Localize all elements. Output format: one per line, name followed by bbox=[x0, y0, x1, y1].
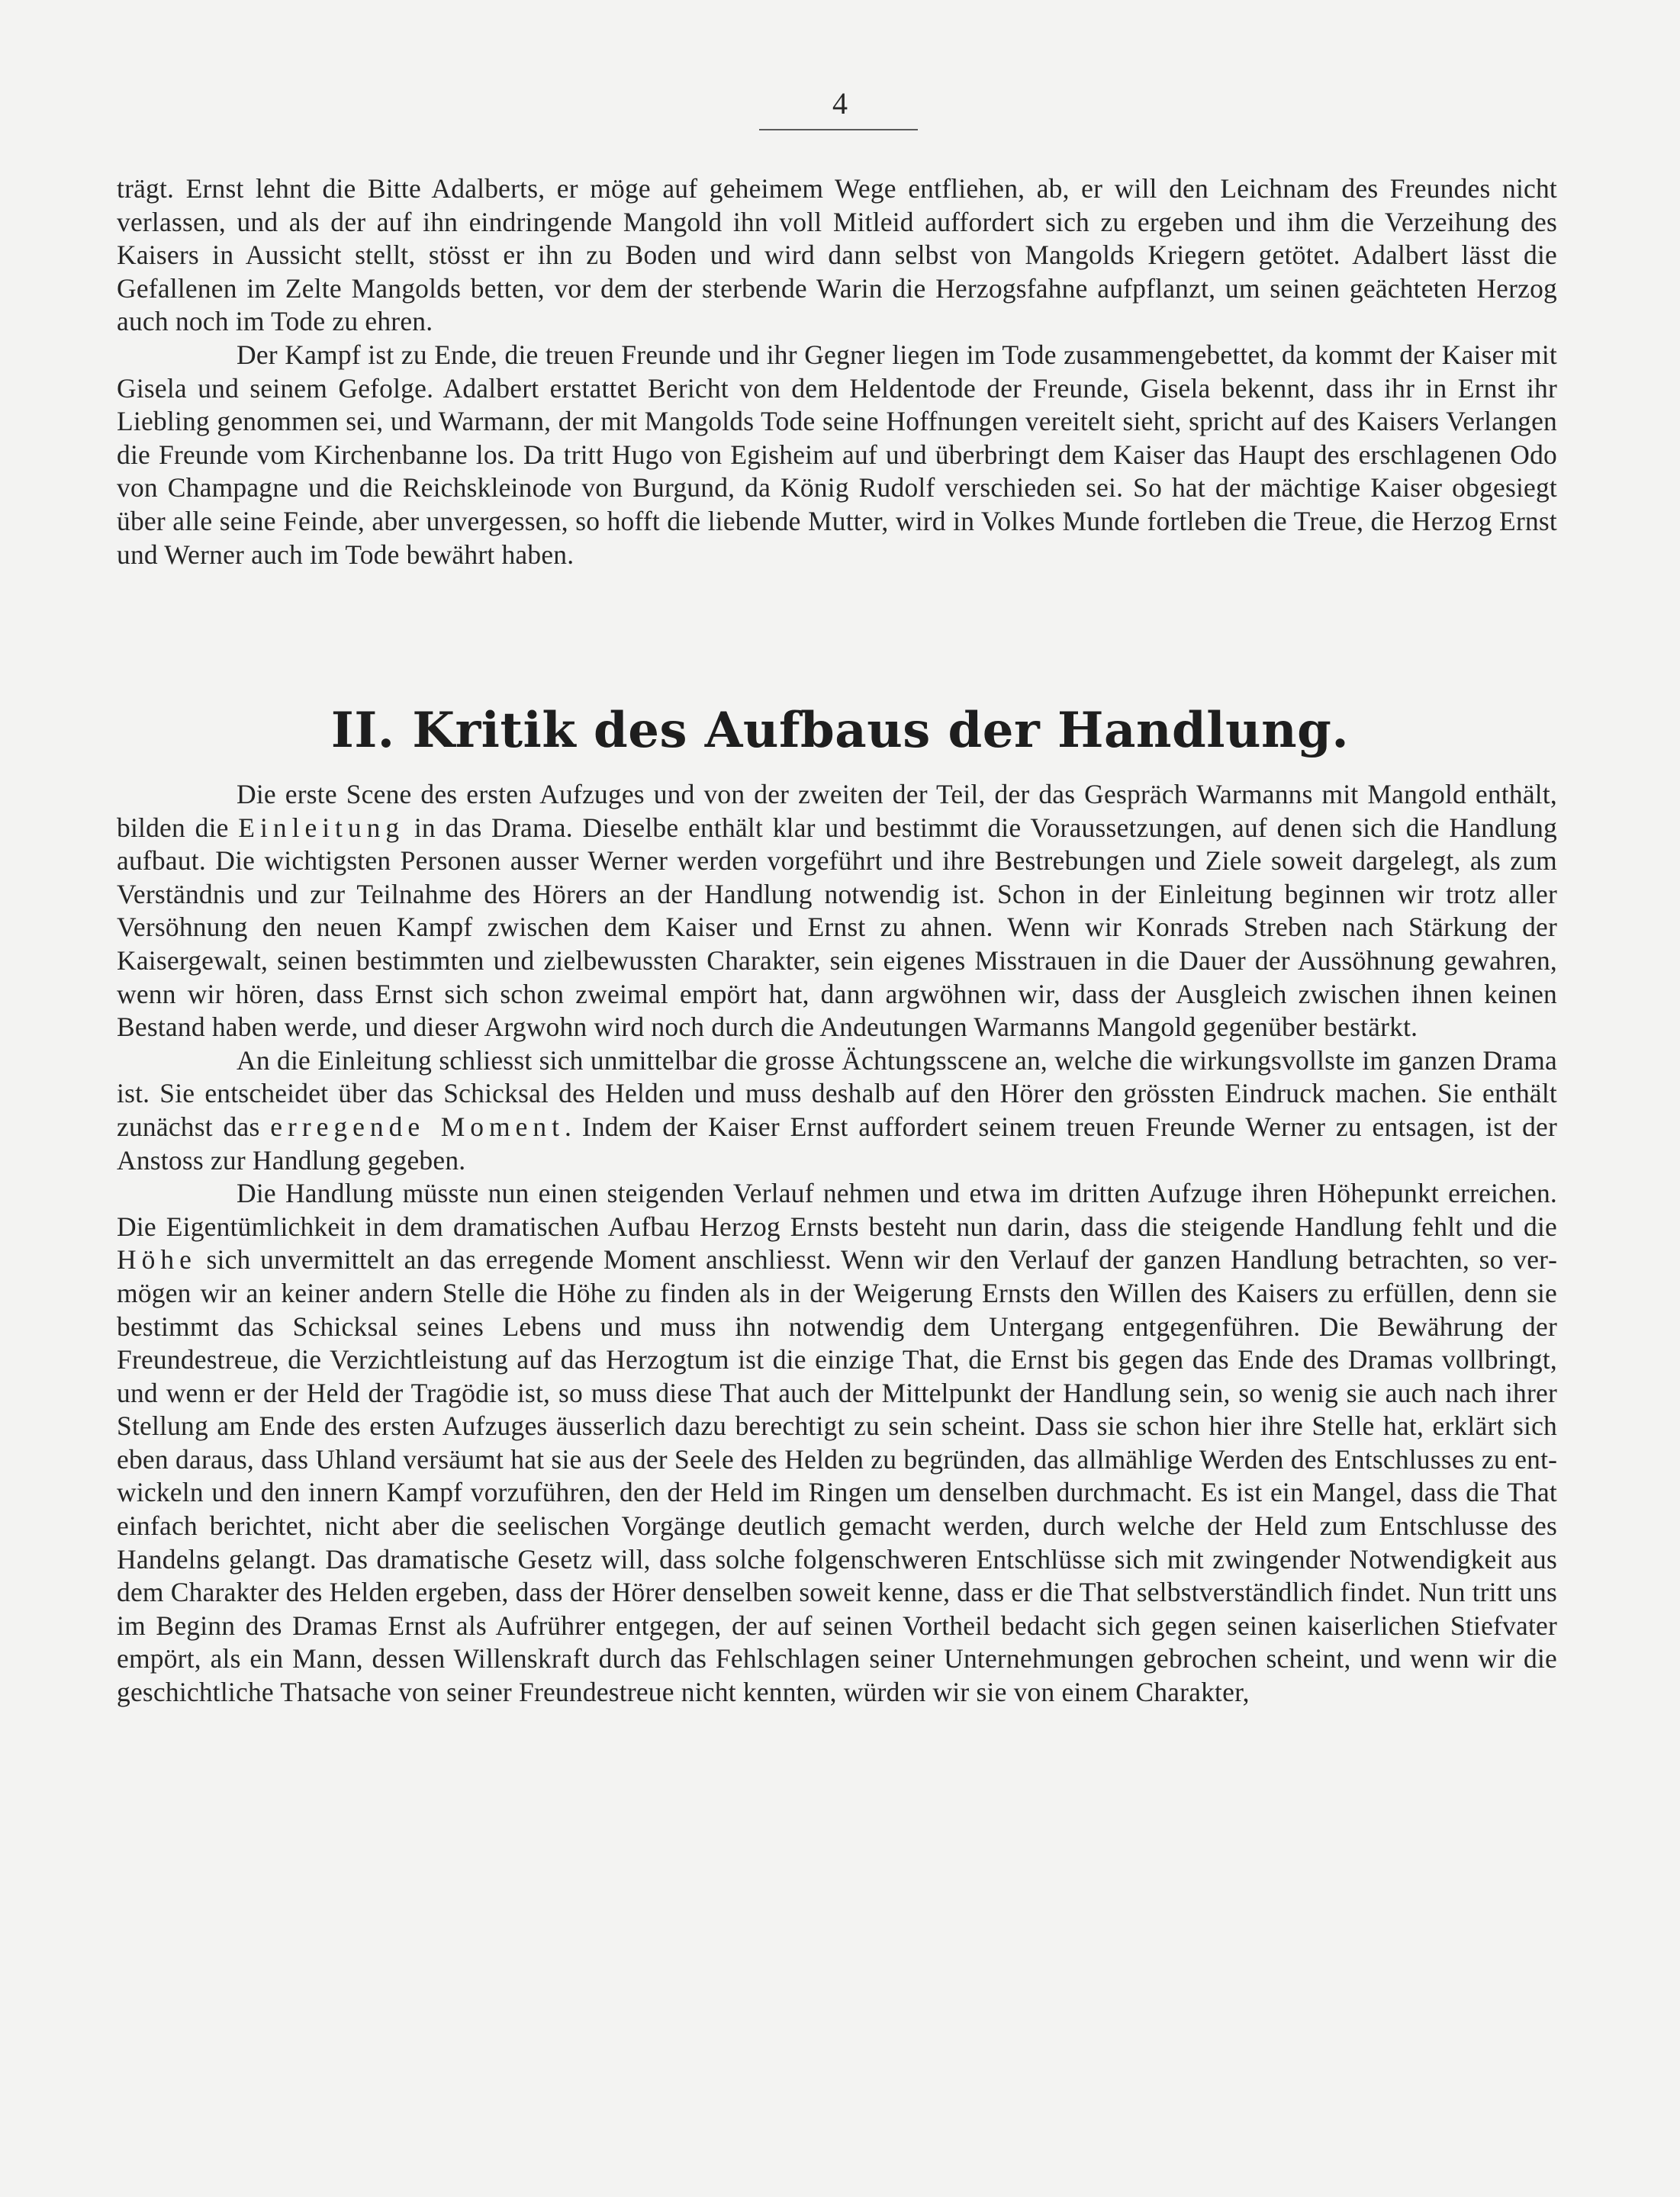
text-run: An die Einleitung schliesst sich unmittelbar die grosse Ächtungsscene an, welche die wirkungsvollste im ganzen Drama ist. Sie entscheidet über das Schicksal des Helden und muss deshalb auf den Hörer den grössten Eindruck machen. Sie enthält zunächst das bbox=[117, 1044, 1557, 1142]
section-heading: II. Kritik des Aufbaus der Handlung. bbox=[330, 702, 1350, 759]
text-run: . Indem der Kaiser Ernst auffordert seinem treuen Freunde Werner zu entsagen, ist der Anstoss zur Handlung gegeben. bbox=[117, 1111, 1558, 1176]
paragraph: Der Kampf ist zu Ende, die treuen Freunde und ihr Gegner liegen im Tode zusammengebettet, da kommt der Kaiser mit Gisela und seinem Gefolge. Adalbert erstattet Bericht von dem Heldentode der Freunde, Gisela bekennt, dass ihr in Ernst ihr Liebling genommen sei, und Warmann, der mit Mangolds Tode seine Hoffnungen vereitelt sieht, spricht auf des Kaisers Verlangen die Freunde vom Kirchenbanne los. Da tritt Hugo von Egisheim auf und überbringt dem Kaiser das Haupt des erschlagenen Odo von Champagne und die Reichskleinode von Burgund, da König Rudolf verschieden sei. So hat der mächtige Kaiser obgesiegt über alle seine Feinde, aber unvergessen, so hofft die liebende Mutter, wird in Volkes Munde fortleben die Treue, die Herzog Ernst und Werner auch im Tode bewährt haben. bbox=[117, 339, 1557, 570]
section-2-body bbox=[117, 778, 1557, 1710]
text-run: Die erste Scene des ersten Aufzuges und von der zweiten der Teil, der das Gespräch Warmanns mit Mangold enthält, bilden die bbox=[117, 779, 1557, 843]
paragraph: trägt. Ernst lehnt die Bitte Adalberts, er möge auf geheimem Wege entfliehen, ab, er will den Leichnam des Freundes nicht verlassen, und als der auf ihn eindringende Mangold ihn voll Mitleid auffordert sich zu ergeben und ihm die Verzeihung des Kaisers in Aussicht stellt, stösst er ihn zu Boden und wird dann selbst von Mangolds Kriegern getötet. Adalbert lässt die Gefallenen im Zelte Mangolds betten, vor dem der sterbende Warin die Herzogsfahne aufpflanzt, um seinen geächteten Herzog auch noch im Tode zu ehren. bbox=[117, 173, 1557, 337]
text-run: sich unvermittelt an das erregende Moment anschliesst. Wenn wir den Verlauf der ganzen Handlung betrachten, so vermögen wir an keiner andern Stelle die Höhe zu finden als in der Weigerung Ernsts den Willen des Kaisers zu erfüllen, denn sie bestimmt das Schicksal seines Lebens und muss ihn notwendig dem Untergang entgegenführen. Die Bewährung der Freundestreue, die Verzichtleistung auf das Herzogtum ist die einzige That, die Ernst bis gegen das Ende des Dramas vollbringt, und wenn er der Held der Tragödie ist, so muss diese That auch der Mittelpunkt der Handlung sein, so wenig sie auch nach ihrer Stellung am Ende des ersten Aufzuges äusserlich dazu berechtigt zu sein scheint. Dass sie schon hier ihre Stelle hat, erklärt sich eben daraus, dass Uhland versäumt hat sie aus der Seele des Helden zu begründen, das allmählige Werden des Entschlusses zu entwickeln und den innern Kampf vorzuführen, den der Held im Ringen um denselben durchmacht. Es ist ein Mangel, dass die That einfach berichtet, nicht aber die seelischen Vorgänge deutlich gemacht werden, durch welche der Held zum Entschlusse des Handelns gelangt. Das dramatische Gesetz will, dass solche folgenschweren Entschlüsse sich mit zwingender Notwendigkeit aus dem Charakter des Helden ergeben, dass der Hörer denselben soweit kenne, dass er die That selbstverständlich findet. Nun tritt uns im Beginn des Dramas Ernst als Aufrührer entgegen, der auf seinen Vortheil bedacht sich gegen seinen kaiserlichen Stiefvater empört, als ein Mann, dessen Willenskraft durch das Fehlschlagen seiner Unternehmungen gebrochen scheint, und wenn wir die geschichtliche Thatsache von seiner Freundestreue nicht kennten, würden wir sie von einem Charakter, bbox=[117, 1244, 1557, 1708]
paragraph bbox=[117, 1177, 1557, 1710]
text-run: in das Drama. Dieselbe enthält klar und bestimmt die Voraussetzungen, auf denen sich die Handlung aufbaut. Die wichtigsten Personen ausser Werner werden vorgeführt und ihre Bestrebungen und Ziele soweit dargelegt, als zum Verständnis und zur Teilnahme des Hörers an der Handlung notwendig ist. Schon in der Einleitung beginnen wir trotz aller Versöhnung den neuen Kampf zwischen dem Kaiser und Ernst zu ahnen. Wenn wir Konrads Streben nach Stärkung der Kaisergewalt, seinen bestimmten und zielbewussten Charakter, sein eigenes Misstrauen in die Dauer der Aussöhnung gewahren, wenn wir hören, dass Ernst sich schon zweimal empört hat, dann argwöhnen wir, dass der Ausgleich zwischen ihnen keinen Bestand haben werde, und dieser Argwohn wird noch durch die Andeutungen Warmanns Mangold gegenüber bestärkt. bbox=[117, 812, 1557, 1043]
emphasized-term: erregende Moment bbox=[270, 1111, 565, 1142]
emphasized-term: Höhe bbox=[117, 1244, 197, 1275]
emphasized-term: Einleitung bbox=[238, 812, 405, 843]
paragraph bbox=[117, 1044, 1557, 1177]
text-run: Die Handlung müsste nun einen steigenden Verlauf nehmen und etwa im dritten Aufzuge ihren Höhepunkt erreichen. Die Eigentümlichkeit in dem dramatischen Aufbau Herzog Ernsts besteht nun darin, dass die steigende Handlung fehlt und die bbox=[117, 1178, 1557, 1242]
paragraph bbox=[117, 778, 1557, 1044]
header-rule bbox=[759, 129, 918, 130]
section-1-body bbox=[117, 172, 1557, 571]
page-number: 4 bbox=[832, 86, 848, 121]
